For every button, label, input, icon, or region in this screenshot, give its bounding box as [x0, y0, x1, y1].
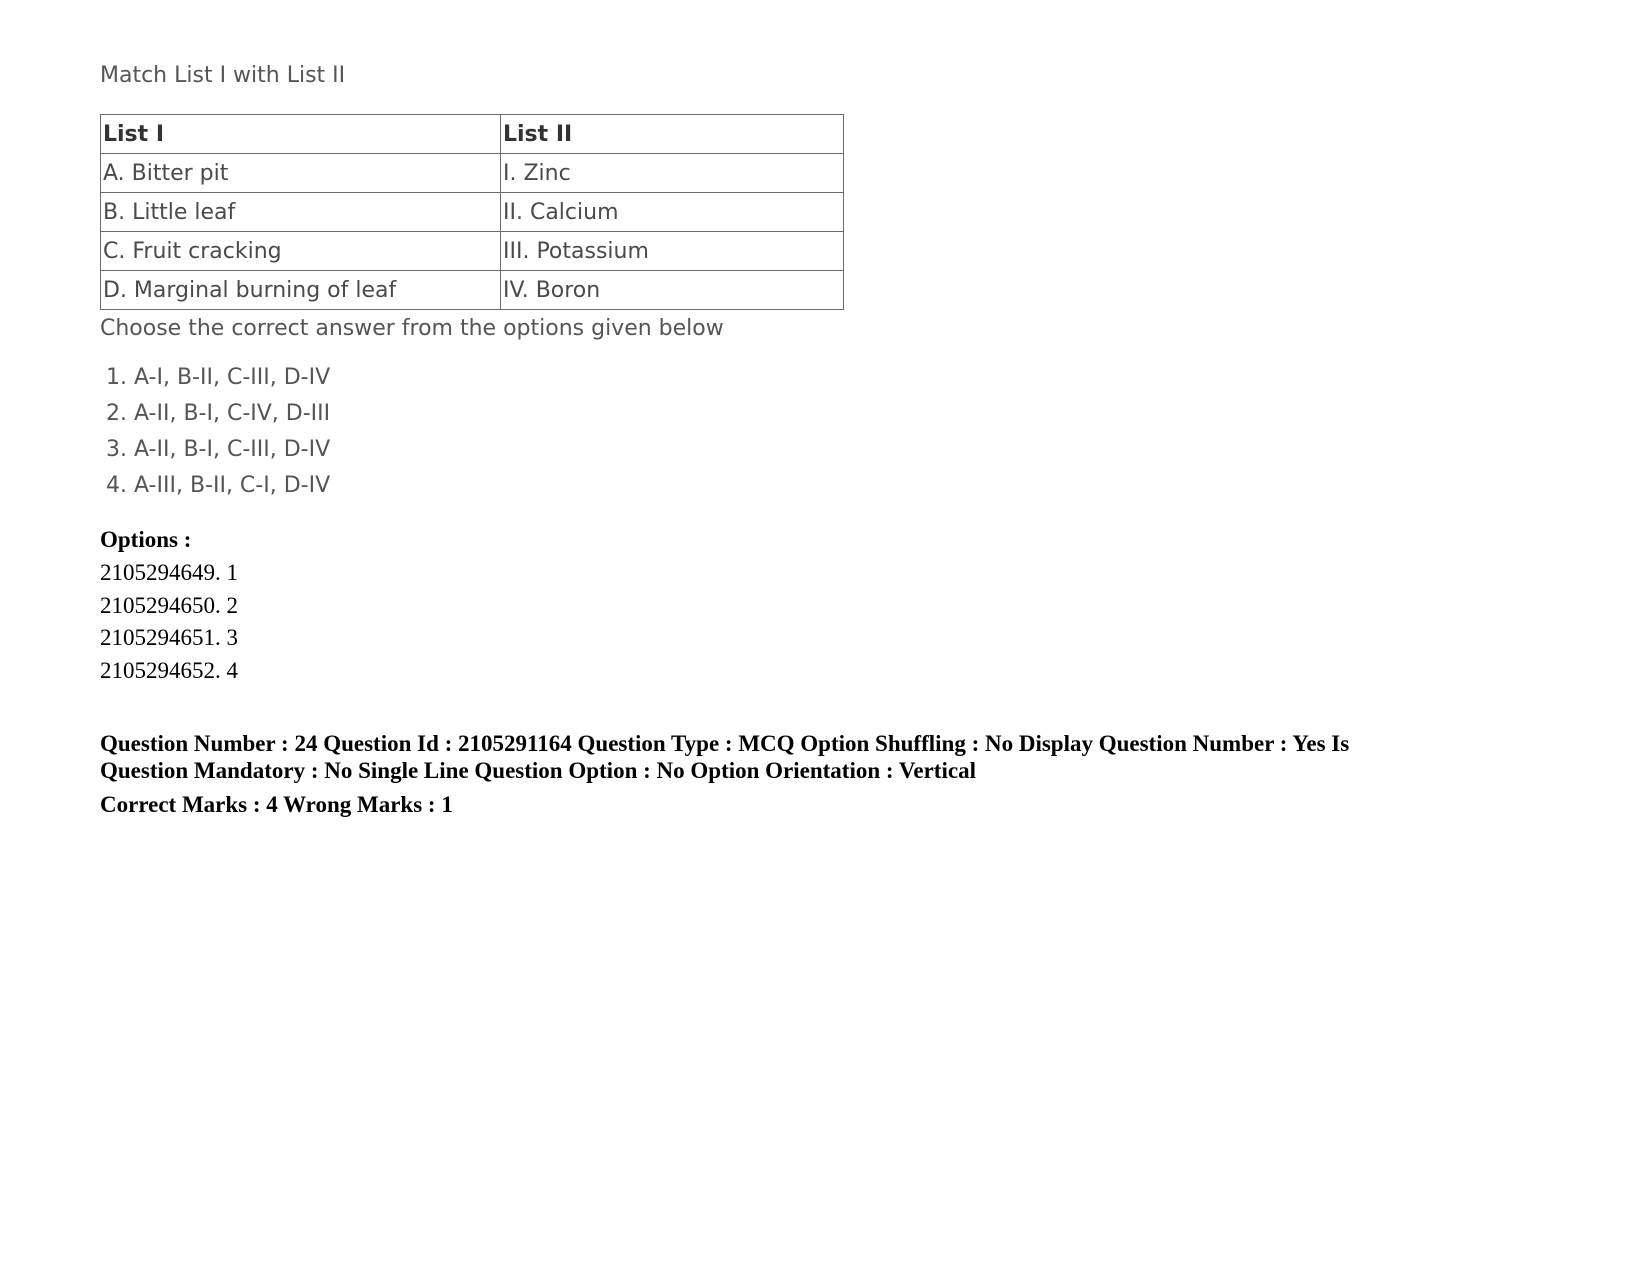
match-table — [100, 114, 844, 310]
table-header-row — [101, 115, 844, 154]
table-row — [101, 232, 844, 271]
table-cell: C. Fruit cracking — [101, 232, 501, 271]
table-cell: II. Calcium — [501, 193, 844, 232]
table-cell: B. Little leaf — [101, 193, 501, 232]
list-item: 2. A-II, B-I, C-IV, D-III — [106, 401, 331, 426]
list-item: 3. A-II, B-I, C-III, D-IV — [106, 437, 331, 462]
table-row — [101, 193, 844, 232]
table-row — [101, 271, 844, 310]
table-cell: III. Potassium — [501, 232, 844, 271]
option-item: 2105294650. 2 — [100, 592, 238, 618]
question-image — [100, 56, 860, 504]
options-list — [100, 557, 238, 687]
table-header-list-1: List I — [101, 115, 501, 154]
table-cell: A. Bitter pit — [101, 154, 501, 193]
list-item: 1. A-I, B-II, C-III, D-IV — [106, 365, 331, 390]
option-item: 2105294651. 3 — [100, 625, 238, 650]
table-cell: D. Marginal burning of leaf — [101, 271, 501, 310]
table-row — [101, 154, 844, 193]
question-instruction: Choose the correct answer from the options given below — [100, 316, 724, 341]
marks-info: Correct Marks : 4 Wrong Marks : 1 — [100, 792, 453, 817]
option-item: 2105294652. 4 — [100, 657, 238, 683]
question-info: Question Number : 24 Question Id : 2105291164 Question Type : MCQ Option Shuffling : No Display Question Number : Yes Is Question Mandatory : No Single Line Question Option : No Option Orientation : Vertical — [100, 731, 1350, 783]
list-item: 4. A-III, B-II, C-I, D-IV — [106, 473, 331, 498]
choice-list — [100, 360, 860, 504]
table-cell: I. Zinc — [501, 154, 844, 193]
table-cell: IV. Boron — [501, 271, 844, 310]
options-heading: Options : — [100, 527, 192, 552]
option-item: 2105294649. 1 — [100, 560, 238, 585]
table-header-list-2: List II — [501, 115, 844, 154]
question-prompt: Match List I with List II — [100, 63, 346, 88]
